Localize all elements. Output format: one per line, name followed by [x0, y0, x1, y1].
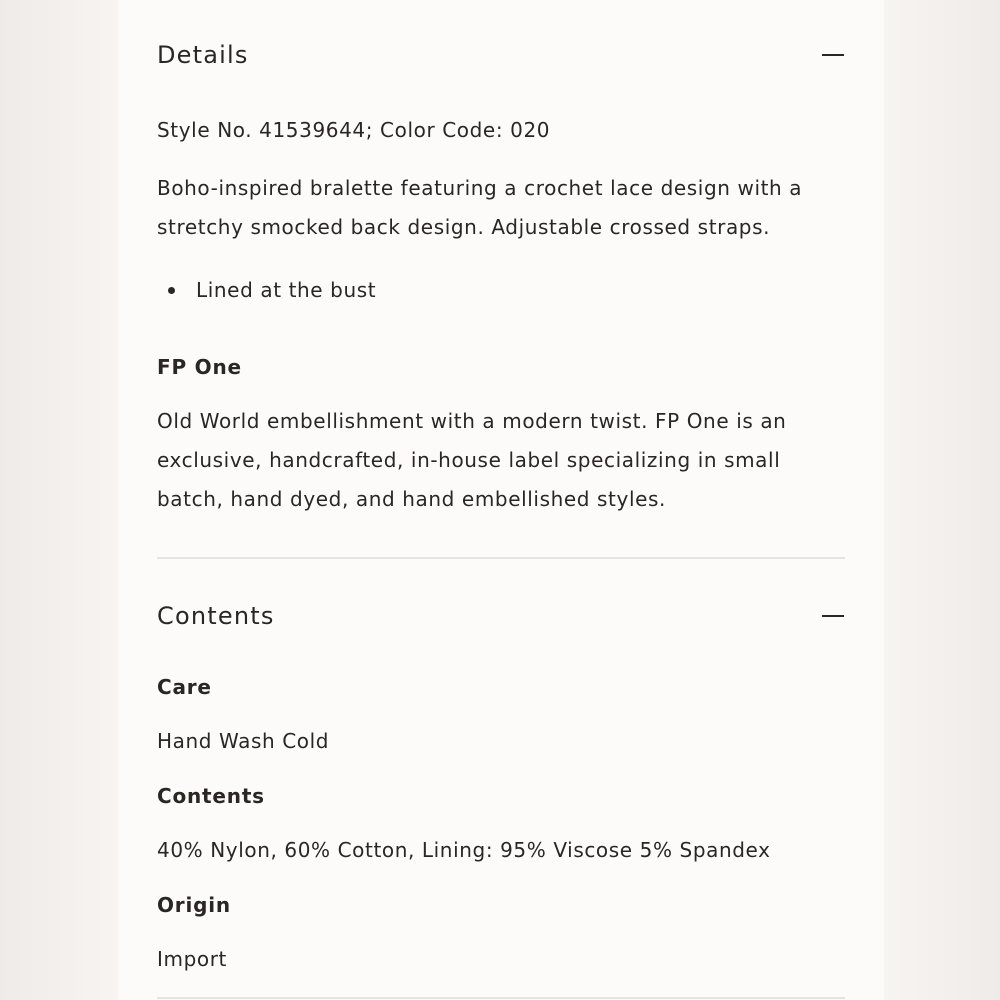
contents-heading: Contents: [157, 784, 265, 808]
details-collapse-button[interactable]: [821, 35, 845, 75]
feature-text: Lined at the bust: [196, 278, 377, 302]
feature-list: [157, 271, 376, 310]
details-accordion-header[interactable]: [157, 35, 845, 75]
details-section-title: Details: [157, 41, 249, 69]
product-description: Boho-inspired bralette featuring a crochet lace design with a stretchy smocked back design. Adjustable crossed straps.: [157, 176, 803, 239]
list-item: [157, 271, 376, 310]
origin-heading: Origin: [157, 893, 231, 917]
care-heading: Care: [157, 675, 212, 699]
contents-collapse-button[interactable]: [821, 596, 845, 636]
minus-icon: [822, 615, 844, 617]
section-divider: [157, 557, 845, 559]
brand-heading: FP One: [157, 355, 242, 379]
contents-section-title: Contents: [157, 602, 275, 630]
bullet-dot-icon: [168, 287, 175, 294]
origin-value: Import: [157, 947, 227, 971]
right-backdrop: [884, 0, 1000, 1000]
section-divider: [157, 997, 845, 999]
minus-icon: [822, 54, 844, 56]
contents-value: 40% Nylon, 60% Cotton, Lining: 95% Viscose 5% Spandex: [157, 838, 771, 862]
left-backdrop: [0, 0, 118, 1000]
brand-description: Old World embellishment with a modern twist. FP One is an exclusive, handcrafted, in-house label specializing in small batch, hand dyed, and hand embellished styles.: [157, 409, 787, 511]
style-number: Style No. 41539644; Color Code: 020: [157, 118, 551, 142]
contents-accordion-header[interactable]: [157, 596, 845, 636]
care-value: Hand Wash Cold: [157, 729, 330, 753]
